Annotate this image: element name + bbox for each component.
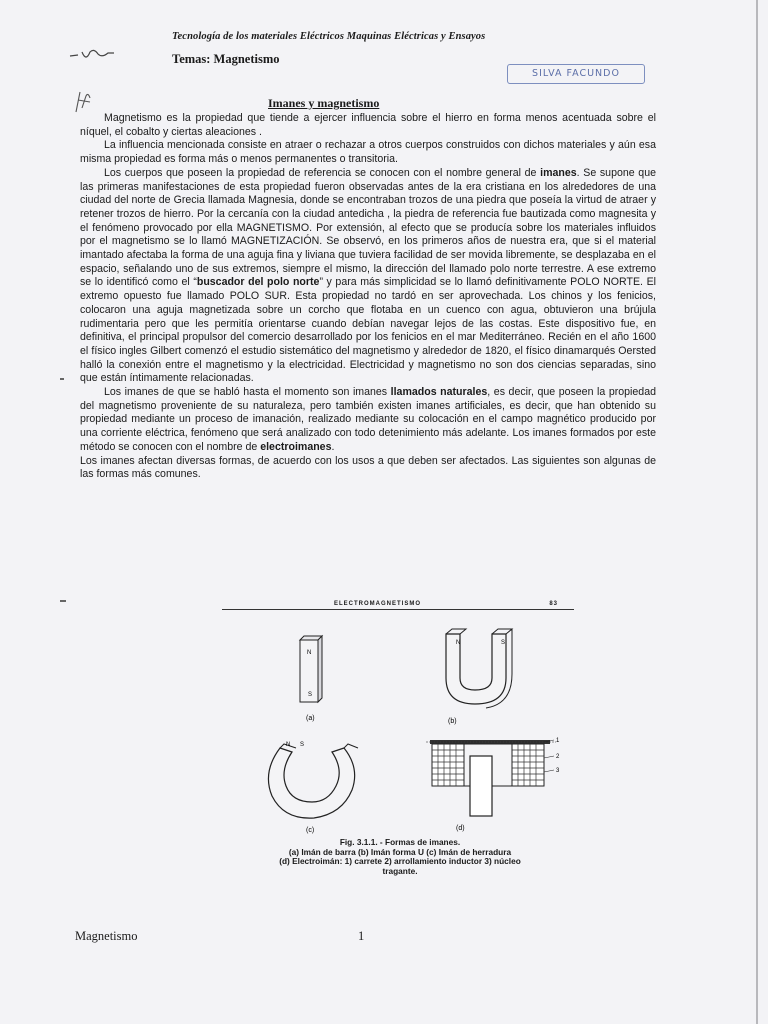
pole-s-label-b: S [501,640,506,646]
caption-line-3: (d) Electroimán: 1) carrete 2) arrollamiento inductor 3) núcleo [279,856,521,867]
figure-caption [225,838,575,876]
caption-line-4: tragante. [382,865,418,876]
magnet-forms-figure [220,620,580,840]
figure-label-b: (b) [448,718,457,725]
bold-term-imanes: imanes [540,166,577,179]
bold-term-naturales: llamados naturales [390,386,488,399]
figure-header-page: 83 [549,601,558,607]
document-header-title: Tecnología de los materiales Eléctricos Maquinas Eléctricas y Ensayos [172,31,486,42]
bold-term-electroimanes: electroimanes [260,440,332,453]
paragraph-2: La influencia mencionada consiste en atraer o rechazar a otros cuerpos construidos con dichos materiales y aún esa misma propiedad es forma más o menos permanentes o transitoria. [80,139,656,166]
margin-mark [60,378,64,380]
paragraph-1: Magnetismo es la propiedad que tiende a ejercer influencia sobre el hierro en forma menos acentuada sobre el níquel, el cobalto y ciertas aleaciones . [80,112,656,138]
part-number-1: 1 [556,738,560,744]
page-edge [756,0,758,1024]
u-magnet-drawing [446,629,512,708]
paragraph-3: Los cuerpos que poseen la propiedad de referencia se conocen con el nombre general de imanes. Se supone que las primeras manifestaciones de esta propiedad fueron observadas antes de la era cristiana en los alrededores de una ciudad del norte de Grecia llamada Magnesia, donde se encontraban trozos de una piedra que poseía la virtud de atraer y retener trozos de hierro. Por la cercanía con la ciudad antedicha , la piedra de referencia fue bautizada como magnesita y el fenómeno provocado por ella MAGNETISMO. Por extensión, al efecto que se producía sobre los materiales influidos por el magnetismo se lo llamó MAGNETIZACIÓN. Se observó, en los primeros años de nuestra era, que si el material imantado afectaba la forma de una aguja fina y liviana que tuviera facilidad de ser movida libremente, se desplazaba en el espacio, señalando uno de sus extremos, siempre el mismo, la dirección del llamado polo norte terrestre. A ese extremo se lo identificó como el “buscador del polo norte” y para más simplicidad se lo llamó definitivamente POLO NORTE. El extremo opuesto fue llamado POLO SUR. Esta propiedad no tardó en ser aprovechada. Los chinos y los fenicios, colocaron una aguja magnetizada sobre un corcho que flotaba en un cuenco con agua, obtuvieron una brújula rudimentaria pero que les permitía orientarse cuando debían navegar lejos de las costas. Este dispositivo fue, en definitiva, el principal propulsor del comercio desarrollado por los fenicios en el mar Mediterráneo. Recién en el año 1600 el físico ingles Gilbert comenzó el estudio sistemático del magnetismo y alrededor de 1820, el físico dinamarqués Oersted halló la conexión entre el magnetismo y la electricidad. Electricidad y magnetismo no son dos ciencias separadas, sino que están íntimamente relacionadas. [80,166,656,385]
part-number-2: 2 [556,754,560,760]
pole-n-label-b: N [456,640,461,646]
body-text [80,112,656,482]
caption-line-1: Fig. 3.1.1. - Formas de imanes. [339,837,461,847]
footer-title: Magnetismo [75,929,138,943]
caption-line-2: (a) Imán de barra (b) Imán forma U (c) Imán de herradura [288,846,512,857]
handwritten-mark [68,44,116,64]
figure-label-d: (d) [456,825,465,832]
paragraph-5: Los imanes afectan diversas formas, de acuerdo con los usos a que deben ser afectados. Las siguientes son algunas de las formas más comunes. [80,454,656,481]
bold-term-buscador: buscador del polo norte [196,276,320,289]
pole-n-label-a: N [307,650,312,656]
part-number-3: 3 [556,768,560,774]
handwritten-student-name: SILVA FACUNDO [507,64,645,84]
bar-magnet-drawing [300,636,322,702]
electromagnet-drawing [426,738,560,816]
margin-mark [60,600,66,602]
topic-title: Temas: Magnetismo [172,52,280,66]
pole-s-label-a: S [308,692,313,698]
horseshoe-magnet-drawing [268,742,358,818]
figure-label-c: (c) [306,827,315,834]
figure-header-title: ELECTROMAGNETISMO [334,601,421,607]
page-number: 1 [358,929,365,943]
pole-n-label-c: N [286,742,291,748]
figure-rule [222,609,574,610]
paragraph-4: Los imanes de que se habló hasta el momento son imanes llamados naturales, es decir, que poseen la propiedad del magnetismo proveniente de su naturaleza, pero también existen imanes artificiales, es decir, que han obtenido su propiedad mediante un proceso de imanación, realizado mediante su colocación en el campo magnético producido por una corriente eléctrica, fenómeno que será analizado con todo detenimiento más adelante. Los imanes formados por este método se conocen con el nombre de electroimanes. [80,386,656,453]
section-title: Imanes y magnetismo [268,96,380,110]
pole-s-label-c: S [300,742,305,748]
figure-label-a: (a) [306,715,315,722]
